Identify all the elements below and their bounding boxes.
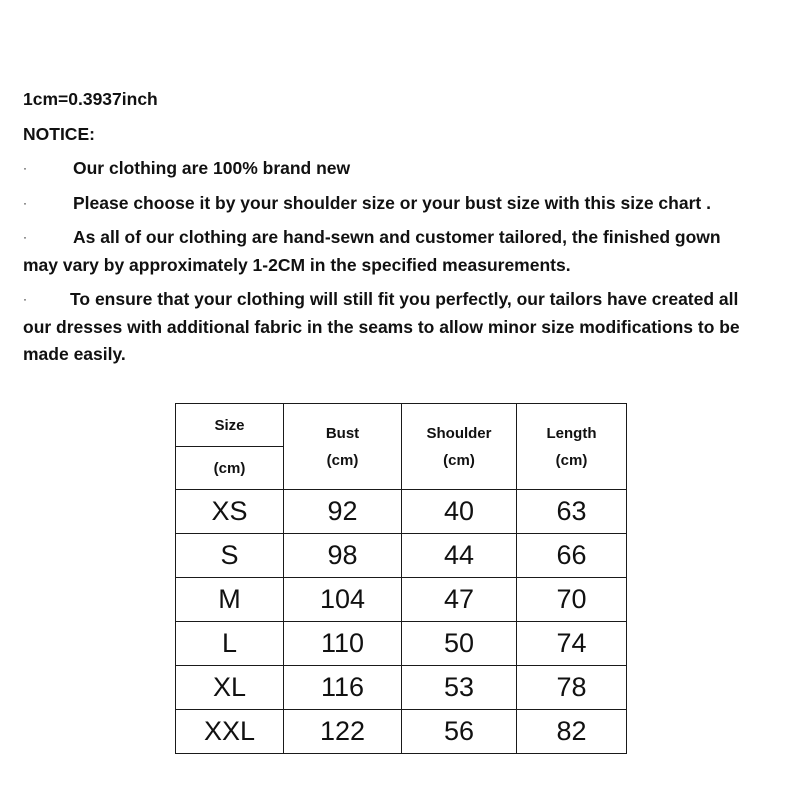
- header-shoulder: [402, 404, 517, 490]
- notice-item: [23, 190, 783, 218]
- size-chart-table: [175, 403, 627, 754]
- bullet-icon: ·: [23, 195, 27, 210]
- cell-size: XL: [176, 666, 284, 710]
- cell-size: S: [176, 534, 284, 578]
- header-size-unit: (cm): [176, 447, 284, 490]
- cell-length: 82: [517, 710, 627, 754]
- cell-shoulder: 56: [402, 710, 517, 754]
- table-row: [176, 578, 627, 622]
- cell-shoulder: 50: [402, 622, 517, 666]
- cell-bust: 104: [284, 578, 402, 622]
- notice-item: [23, 286, 783, 369]
- header-length-label: Length: [546, 424, 597, 442]
- cell-bust: 110: [284, 622, 402, 666]
- cell-bust: 92: [284, 490, 402, 534]
- header-shoulder-unit: (cm): [443, 451, 475, 469]
- cell-bust: 98: [284, 534, 402, 578]
- header-shoulder-label: Shoulder: [426, 424, 492, 442]
- notice-text: our dresses with additional fabric in the seams to allow minor size modifications to be: [23, 316, 740, 337]
- cell-size: XS: [176, 490, 284, 534]
- table-row: [176, 710, 627, 754]
- header-size: Size: [176, 404, 284, 447]
- cell-size: L: [176, 622, 284, 666]
- header-bust: [284, 404, 402, 490]
- header-bust-unit: (cm): [326, 451, 359, 469]
- notice-heading: NOTICE:: [23, 123, 95, 144]
- cell-shoulder: 53: [402, 666, 517, 710]
- table-row: [176, 490, 627, 534]
- header-bust-label: Bust: [325, 424, 360, 442]
- cell-length: 74: [517, 622, 627, 666]
- header-length-unit: (cm): [555, 451, 588, 469]
- notice-item: [23, 155, 783, 183]
- table-row: [176, 622, 627, 666]
- table-header-row: [176, 404, 627, 447]
- header-length: [517, 404, 627, 490]
- cell-shoulder: 40: [402, 490, 517, 534]
- table-row: [176, 534, 627, 578]
- cell-length: 66: [517, 534, 627, 578]
- notice-section: [23, 86, 783, 369]
- cell-shoulder: 47: [402, 578, 517, 622]
- notice-text: As all of our clothing are hand-sewn and customer tailored, the finished gown: [73, 227, 721, 247]
- bullet-icon: ·: [23, 292, 27, 306]
- cell-size: M: [176, 578, 284, 622]
- cell-bust: 122: [284, 710, 402, 754]
- unit-conversion: 1cm=0.3937inch: [23, 89, 158, 109]
- notice-text: Please choose it by your shoulder size or your bust size with this size chart .: [73, 192, 711, 213]
- bullet-icon: ·: [23, 230, 27, 244]
- cell-bust: 116: [284, 666, 402, 710]
- notice-item: [23, 224, 783, 279]
- cell-length: 78: [517, 666, 627, 710]
- notice-text: Our clothing are 100% brand new: [73, 158, 351, 178]
- cell-size: XXL: [176, 710, 284, 754]
- notice-text: To ensure that your clothing will still fit you perfectly, our tailors have created all: [70, 289, 739, 309]
- cell-length: 70: [517, 578, 627, 622]
- bullet-icon: ·: [23, 161, 27, 175]
- notice-text: made easily.: [23, 344, 126, 364]
- notice-text: may vary by approximately 1-2CM in the specified measurements.: [23, 254, 571, 275]
- cell-shoulder: 44: [402, 534, 517, 578]
- table-row: [176, 666, 627, 710]
- cell-length: 63: [517, 490, 627, 534]
